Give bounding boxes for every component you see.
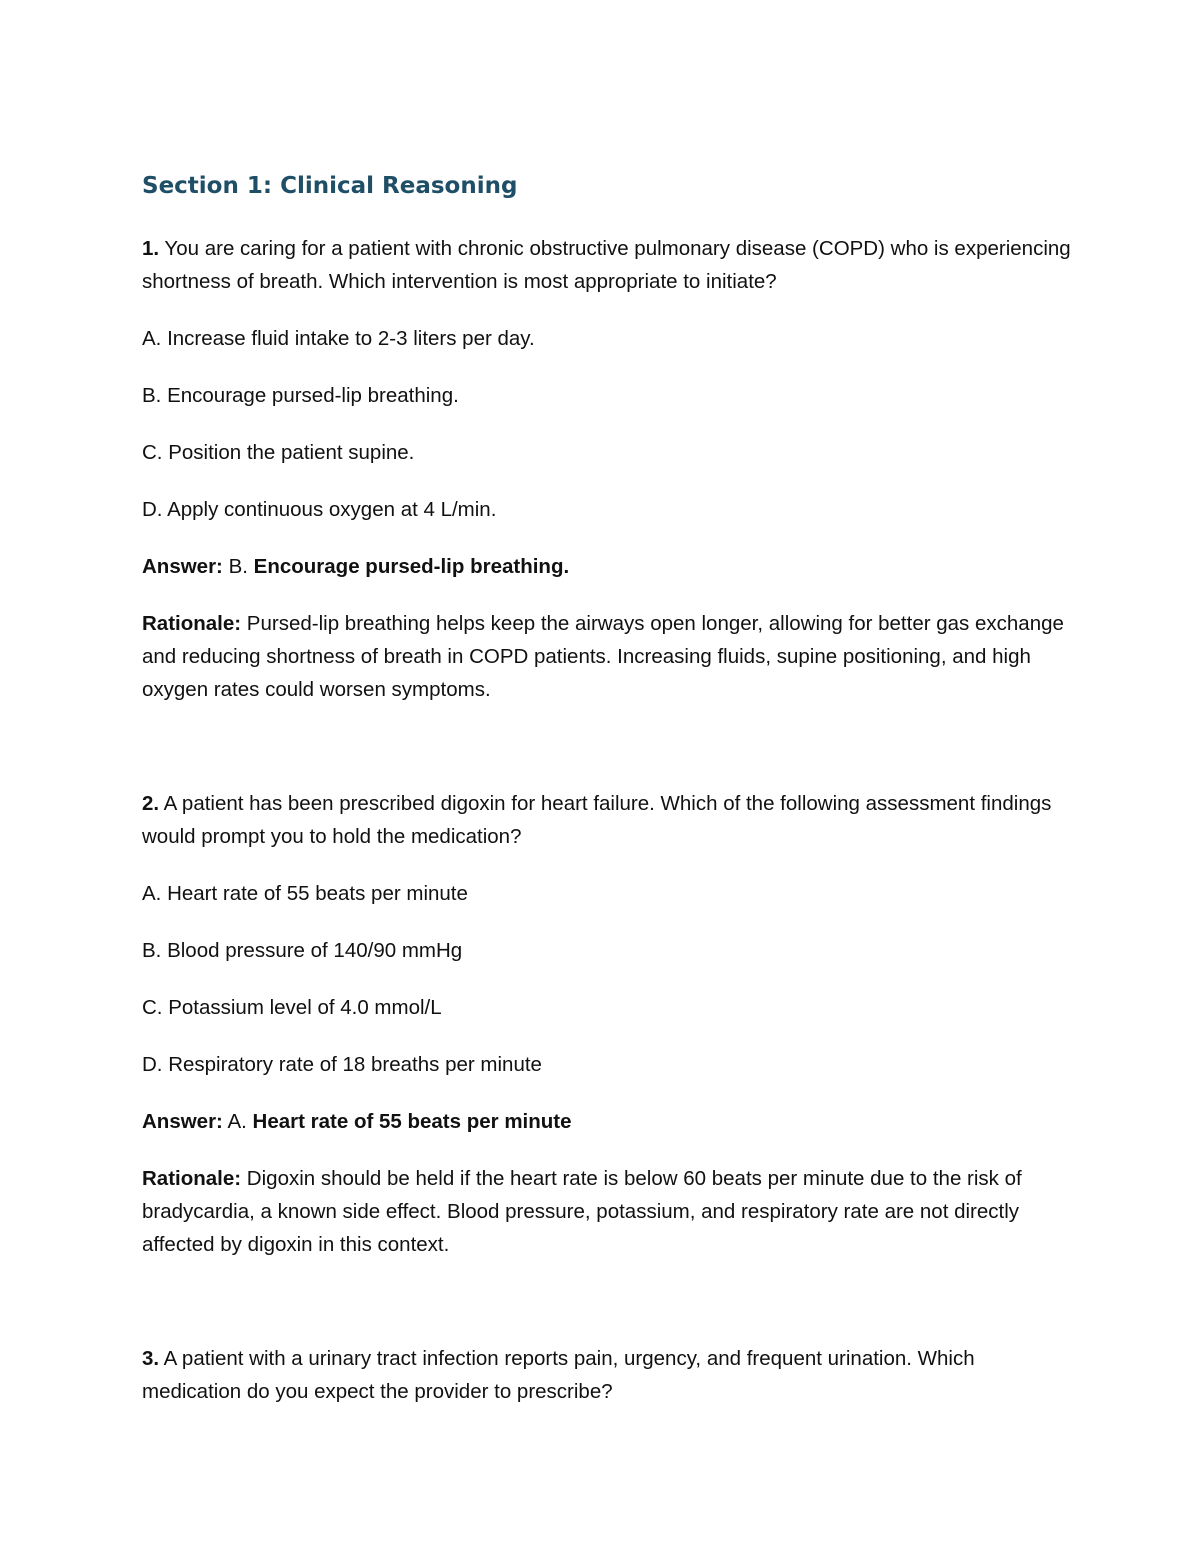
question-stem bbox=[142, 232, 1072, 298]
question-number: 2. bbox=[142, 792, 160, 815]
option-c: C. Potassium level of 4.0 mmol/L bbox=[142, 996, 442, 1019]
option-d: D. Respiratory rate of 18 breaths per minute bbox=[142, 1053, 542, 1076]
section-title: Section 1: Clinical Reasoning bbox=[142, 173, 518, 199]
question-number: 3. bbox=[142, 1347, 160, 1370]
question-text: A patient has been prescribed digoxin for heart failure. Which of the following assessment findings would prompt you to hold the medication? bbox=[142, 792, 1052, 848]
spacer bbox=[142, 1261, 1072, 1342]
document-page bbox=[142, 170, 1072, 1432]
rationale-text: Digoxin should be held if the heart rate is below 60 beats per minute due to the risk of bradycardia, a known side effect. Blood pressure, potassium, and respiratory rate are not directly affected by digoxin in this context. bbox=[142, 1167, 1022, 1256]
answer-letter: B. bbox=[222, 555, 254, 578]
rationale bbox=[142, 607, 1072, 706]
rationale bbox=[142, 1162, 1072, 1261]
option-b: B. Blood pressure of 140/90 mmHg bbox=[142, 939, 463, 962]
answer-text: Encourage pursed-lip breathing. bbox=[253, 555, 570, 578]
option-c: C. Position the patient supine. bbox=[142, 441, 415, 464]
rationale-text: Pursed-lip breathing helps keep the airways open longer, allowing for better gas exchange and reducing shortness of breath in COPD patients. Increasing fluids, supine positioning, and high oxygen rates could worsen symptoms. bbox=[142, 612, 1064, 701]
answer-text: Heart rate of 55 beats per minute bbox=[252, 1110, 572, 1133]
answer-letter: A. bbox=[222, 1110, 253, 1133]
spacer bbox=[142, 706, 1072, 787]
question-text: You are caring for a patient with chronic obstructive pulmonary disease (COPD) who is experiencing shortness of breath. Which intervention is most appropriate to initiate? bbox=[142, 237, 1071, 293]
answer-label: Answer: bbox=[142, 1110, 223, 1133]
question-stem bbox=[142, 1342, 1072, 1408]
option-a: A. Heart rate of 55 beats per minute bbox=[142, 882, 468, 905]
option-a: A. Increase fluid intake to 2-3 liters per day. bbox=[142, 327, 535, 350]
question-3 bbox=[142, 1342, 1072, 1408]
answer bbox=[142, 550, 1072, 583]
question-1 bbox=[142, 232, 1072, 706]
question-2 bbox=[142, 787, 1072, 1261]
rationale-label: Rationale: bbox=[142, 1167, 242, 1190]
option-d: D. Apply continuous oxygen at 4 L/min. bbox=[142, 498, 497, 521]
question-number: 1. bbox=[142, 237, 160, 260]
question-text: A patient with a urinary tract infection reports pain, urgency, and frequent urination. Which medication do you expect the provider to prescribe? bbox=[142, 1347, 975, 1403]
rationale-label: Rationale: bbox=[142, 612, 242, 635]
answer-label: Answer: bbox=[142, 555, 223, 578]
option-b: B. Encourage pursed-lip breathing. bbox=[142, 384, 459, 407]
question-stem bbox=[142, 787, 1072, 853]
answer bbox=[142, 1105, 1072, 1138]
